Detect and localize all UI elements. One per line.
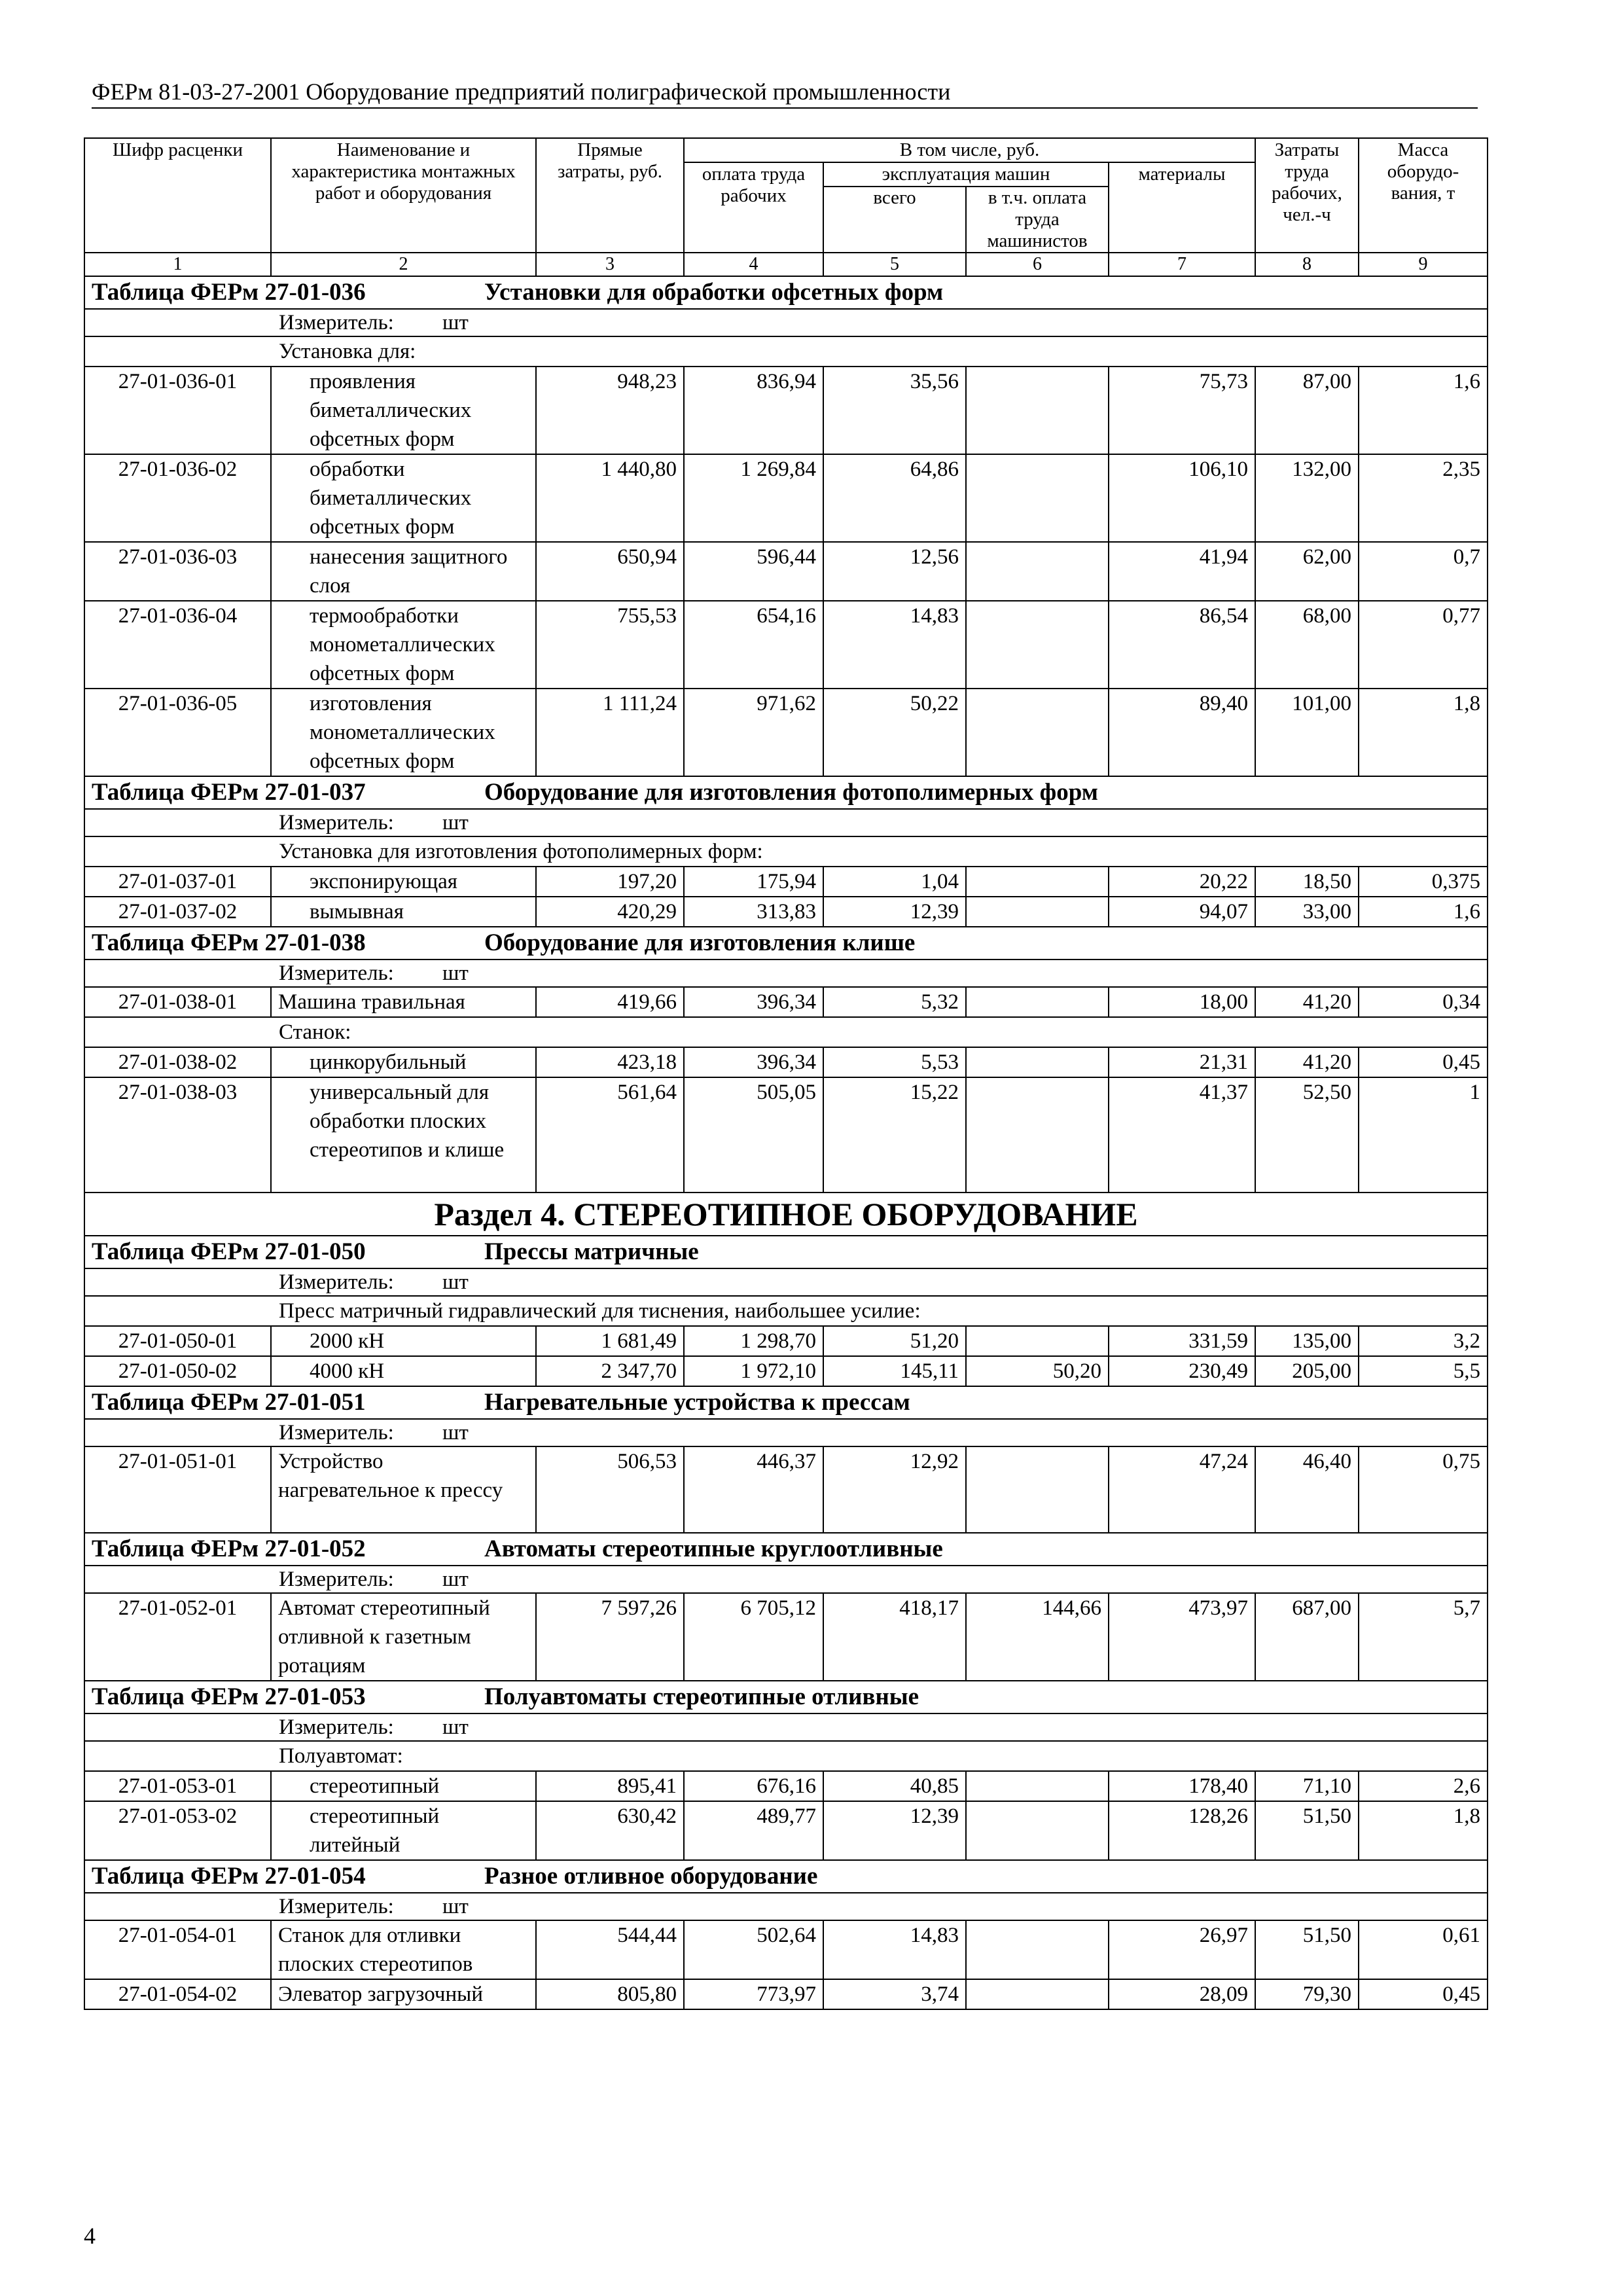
work-name: цинкорубильный [271,1047,536,1077]
labor-hours: 41,20 [1255,987,1359,1017]
rate-code: 27-01-053-01 [84,1771,271,1801]
materials-cost: 20,22 [1109,867,1255,897]
table-row [84,1077,1488,1193]
table-head [84,138,1488,276]
col-number: 8 [1255,253,1359,276]
direct-cost: 895,41 [536,1771,684,1801]
table-code: Таблица ФЕРм 27-01-036 [92,279,366,306]
rate-code: 27-01-037-02 [84,897,271,927]
equipment-mass: 0,45 [1359,1979,1488,2009]
machine-total: 40,85 [823,1771,966,1801]
table-title: Автоматы стереотипные круглоотливные [484,1535,943,1562]
machinist-pay [966,987,1109,1017]
direct-cost: 755,53 [536,601,684,689]
direct-cost: 1 111,24 [536,689,684,776]
table-row [84,1047,1488,1077]
machinist-pay [966,1771,1109,1801]
col-labor-pay-header: оплата труда рабочих [684,162,823,253]
materials-cost: 331,59 [1109,1326,1255,1356]
table-row [84,1326,1488,1356]
machinist-pay [966,1326,1109,1356]
table-title: Полуавтоматы стереотипные отливные [484,1683,919,1710]
table-row [84,1979,1488,2009]
direct-cost: 506,53 [536,1446,684,1533]
table-code: Таблица ФЕРм 27-01-051 [92,1389,366,1416]
table-title-row [84,776,1488,809]
machine-total: 12,92 [823,1446,966,1533]
work-name: Устройство нагревательное к прессу [271,1446,536,1533]
materials-cost: 128,26 [1109,1801,1255,1860]
measure-label: Измеритель: [279,1715,394,1739]
table-code: Таблица ФЕРм 27-01-037 [92,779,366,806]
materials-cost: 18,00 [1109,987,1255,1017]
materials-cost: 94,07 [1109,897,1255,927]
page-header: ФЕРм 81-03-27-2001 Оборудование предприятий полиграфической промышленности [92,77,1478,109]
rate-code: 27-01-036-04 [84,601,271,689]
table-row [84,1801,1488,1860]
equipment-mass: 2,35 [1359,454,1488,542]
machine-total: 1,04 [823,867,966,897]
rates-table [84,137,1488,2010]
table-row [84,1593,1488,1681]
direct-cost: 805,80 [536,1979,684,2009]
rate-code: 27-01-052-01 [84,1593,271,1681]
table-row [84,987,1488,1017]
measure-row [84,1419,1488,1446]
machine-total: 12,39 [823,897,966,927]
machine-total: 145,11 [823,1356,966,1386]
table-row [84,454,1488,542]
section-title: Раздел 4. СТЕРЕОТИПНОЕ ОБОРУДОВАНИЕ [84,1193,1488,1236]
rate-code: 27-01-036-05 [84,689,271,776]
labor-pay: 396,34 [684,987,823,1017]
col-mass-header: Масса оборудо-вания, т [1359,138,1488,253]
rate-code: 27-01-037-01 [84,867,271,897]
labor-hours: 687,00 [1255,1593,1359,1681]
col-number: 1 [84,253,271,276]
labor-hours: 46,40 [1255,1446,1359,1533]
subheading-row [84,1017,1488,1047]
subheading-text: Установка для изготовления фотополимерных форм: [84,836,1488,867]
measure-unit: шт [442,1715,469,1739]
labor-hours: 18,50 [1255,867,1359,897]
measure-unit: шт [442,1895,469,1918]
rate-code: 27-01-054-02 [84,1979,271,2009]
materials-cost: 21,31 [1109,1047,1255,1077]
measure-unit: шт [442,311,469,334]
labor-pay: 971,62 [684,689,823,776]
measure-unit: шт [442,1421,469,1444]
direct-cost: 544,44 [536,1920,684,1979]
col-number: 4 [684,253,823,276]
col-number: 7 [1109,253,1255,276]
equipment-mass: 0,61 [1359,1920,1488,1979]
machine-total: 5,53 [823,1047,966,1077]
work-name: термообработки монометаллических офсетных форм [271,601,536,689]
measure-label: Измеритель: [279,1421,394,1444]
direct-cost: 419,66 [536,987,684,1017]
machine-total: 35,56 [823,367,966,454]
work-name: обработки биметаллических офсетных форм [271,454,536,542]
table-title: Оборудование для изготовления фотополимерных форм [484,779,1098,806]
subheading-text: Полуавтомат: [84,1741,1488,1771]
labor-hours: 132,00 [1255,454,1359,542]
measure-unit: шт [442,1270,469,1294]
measure-label: Измеритель: [279,311,394,334]
labor-pay: 676,16 [684,1771,823,1801]
measure-unit: шт [442,811,469,834]
materials-cost: 75,73 [1109,367,1255,454]
table-body [84,276,1488,2009]
machine-total: 12,39 [823,1801,966,1860]
materials-cost: 28,09 [1109,1979,1255,2009]
rate-code: 27-01-050-01 [84,1326,271,1356]
machine-total: 5,32 [823,987,966,1017]
col-machine-total-header: всего [823,187,966,253]
subheading-row [84,1741,1488,1771]
machinist-pay [966,601,1109,689]
direct-cost: 561,64 [536,1077,684,1193]
table-title-row [84,276,1488,309]
work-name: нанесения защитного слоя [271,542,536,601]
subheading-text: Пресс матричный гидравлический для тиснения, наибольшее усилие: [84,1296,1488,1326]
subheading-text: Установка для: [84,336,1488,367]
machinist-pay [966,454,1109,542]
work-name: экспонирующая [271,867,536,897]
table-title: Оборудование для изготовления клише [484,929,916,956]
table-row [84,1446,1488,1533]
labor-pay: 654,16 [684,601,823,689]
equipment-mass: 2,6 [1359,1771,1488,1801]
direct-cost: 423,18 [536,1047,684,1077]
table-row [84,601,1488,689]
machinist-pay [966,689,1109,776]
table-title-row [84,1681,1488,1713]
machinist-pay [966,1979,1109,2009]
col-machine-operation-header: эксплуатация машин [823,162,1109,187]
machine-total: 15,22 [823,1077,966,1193]
direct-cost: 2 347,70 [536,1356,684,1386]
measure-label: Измеритель: [279,961,394,985]
col-number: 2 [271,253,536,276]
machine-total: 14,83 [823,601,966,689]
labor-pay: 489,77 [684,1801,823,1860]
labor-pay: 1 298,70 [684,1326,823,1356]
machinist-pay [966,542,1109,601]
equipment-mass: 3,2 [1359,1326,1488,1356]
machine-total: 418,17 [823,1593,966,1681]
measure-unit: шт [442,961,469,985]
machinist-pay [966,1920,1109,1979]
col-number: 6 [966,253,1109,276]
equipment-mass: 0,75 [1359,1446,1488,1533]
labor-pay: 502,64 [684,1920,823,1979]
direct-cost: 948,23 [536,367,684,454]
labor-hours: 71,10 [1255,1771,1359,1801]
equipment-mass: 0,45 [1359,1047,1488,1077]
table-code: Таблица ФЕРм 27-01-054 [92,1863,366,1890]
measure-row [84,1893,1488,1920]
table-title-row [84,1386,1488,1419]
materials-cost: 41,94 [1109,542,1255,601]
machinist-pay [966,1047,1109,1077]
machine-total: 14,83 [823,1920,966,1979]
table-code: Таблица ФЕРм 27-01-053 [92,1683,366,1710]
subheading-text: Станок: [84,1017,1488,1047]
equipment-mass: 5,5 [1359,1356,1488,1386]
table-title: Прессы матричные [484,1238,699,1265]
machinist-pay [966,1801,1109,1860]
rate-code: 27-01-038-01 [84,987,271,1017]
materials-cost: 230,49 [1109,1356,1255,1386]
work-name: 2000 кН [271,1326,536,1356]
col-number: 9 [1359,253,1488,276]
labor-pay: 773,97 [684,1979,823,2009]
table-row [84,542,1488,601]
table-row [84,1356,1488,1386]
work-name: Автомат стереотипный отливной к газетным ротациям [271,1593,536,1681]
equipment-mass: 0,375 [1359,867,1488,897]
direct-cost: 420,29 [536,897,684,927]
rate-code: 27-01-036-03 [84,542,271,601]
table-row [84,689,1488,776]
equipment-mass: 1,6 [1359,367,1488,454]
table-row [84,367,1488,454]
direct-cost: 7 597,26 [536,1593,684,1681]
labor-pay: 596,44 [684,542,823,601]
work-name: стереотипный [271,1771,536,1801]
table-row [84,897,1488,927]
equipment-mass: 1,6 [1359,897,1488,927]
labor-hours: 52,50 [1255,1077,1359,1193]
direct-cost: 1 440,80 [536,454,684,542]
rate-code: 27-01-050-02 [84,1356,271,1386]
labor-pay: 1 269,84 [684,454,823,542]
labor-hours: 51,50 [1255,1920,1359,1979]
machinist-pay: 144,66 [966,1593,1109,1681]
table-title-row [84,1860,1488,1893]
table-title: Установки для обработки офсетных форм [484,279,944,306]
labor-hours: 87,00 [1255,367,1359,454]
table-row [84,1920,1488,1979]
labor-hours: 51,50 [1255,1801,1359,1860]
machinist-pay: 50,20 [966,1356,1109,1386]
work-name: 4000 кН [271,1356,536,1386]
work-name: изготовления монометаллических офсетных форм [271,689,536,776]
col-labor-cost-header: Затраты труда рабочих, чел.-ч [1255,138,1359,253]
work-name: Элеватор загрузочный [271,1979,536,2009]
labor-pay: 396,34 [684,1047,823,1077]
section-row [84,1193,1488,1236]
labor-pay: 505,05 [684,1077,823,1193]
table-row [84,867,1488,897]
subheading-row [84,836,1488,867]
work-name: стереотипный литейный [271,1801,536,1860]
measure-unit: шт [442,1568,469,1591]
page-number: 4 [84,2223,96,2249]
materials-cost: 106,10 [1109,454,1255,542]
measure-row [84,1566,1488,1593]
work-name: проявления биметаллических офсетных форм [271,367,536,454]
labor-hours: 205,00 [1255,1356,1359,1386]
direct-cost: 1 681,49 [536,1326,684,1356]
machinist-pay [966,867,1109,897]
equipment-mass: 5,7 [1359,1593,1488,1681]
measure-row [84,960,1488,987]
table-code: Таблица ФЕРм 27-01-038 [92,929,366,956]
machinist-pay [966,1446,1109,1533]
labor-hours: 101,00 [1255,689,1359,776]
col-name-header: Наименование и характеристика монтажных работ и оборудования [271,138,536,253]
work-name: универсальный для обработки плоских стереотипов и клише [271,1077,536,1193]
materials-cost: 178,40 [1109,1771,1255,1801]
rate-code: 27-01-054-01 [84,1920,271,1979]
labor-hours: 62,00 [1255,542,1359,601]
labor-pay: 313,83 [684,897,823,927]
direct-cost: 197,20 [536,867,684,897]
rate-code: 27-01-036-02 [84,454,271,542]
machine-total: 12,56 [823,542,966,601]
measure-row [84,309,1488,336]
materials-cost: 26,97 [1109,1920,1255,1979]
equipment-mass: 0,7 [1359,542,1488,601]
labor-hours: 135,00 [1255,1326,1359,1356]
materials-cost: 89,40 [1109,689,1255,776]
measure-label: Измеритель: [279,1895,394,1918]
table-title-row [84,1533,1488,1566]
measure-label: Измеритель: [279,1270,394,1294]
labor-pay: 1 972,10 [684,1356,823,1386]
labor-pay: 6 705,12 [684,1593,823,1681]
direct-cost: 650,94 [536,542,684,601]
labor-hours: 68,00 [1255,601,1359,689]
rate-code: 27-01-038-03 [84,1077,271,1193]
table-title-row [84,927,1488,960]
col-number: 5 [823,253,966,276]
table-row [84,1771,1488,1801]
col-code-header: Шифр расценки [84,138,271,253]
table-title-row [84,1236,1488,1268]
rate-code: 27-01-053-02 [84,1801,271,1860]
machinist-pay [966,1077,1109,1193]
table-title: Разное отливное оборудование [484,1863,818,1890]
work-name: Станок для отливки плоских стереотипов [271,1920,536,1979]
equipment-mass: 0,77 [1359,601,1488,689]
table-title: Нагревательные устройства к прессам [484,1389,910,1416]
labor-pay: 446,37 [684,1446,823,1533]
rate-code: 27-01-036-01 [84,367,271,454]
measure-label: Измеритель: [279,811,394,834]
machinist-pay [966,367,1109,454]
table-code: Таблица ФЕРм 27-01-050 [92,1238,366,1265]
col-materials-header: материалы [1109,162,1255,253]
rate-code: 27-01-038-02 [84,1047,271,1077]
subheading-row [84,336,1488,367]
machine-total: 3,74 [823,1979,966,2009]
measure-row [84,809,1488,836]
labor-pay: 175,94 [684,867,823,897]
labor-hours: 79,30 [1255,1979,1359,2009]
subheading-row [84,1296,1488,1326]
machinist-pay [966,897,1109,927]
direct-cost: 630,42 [536,1801,684,1860]
equipment-mass: 1,8 [1359,689,1488,776]
work-name: вымывная [271,897,536,927]
col-number: 3 [536,253,684,276]
materials-cost: 41,37 [1109,1077,1255,1193]
materials-cost: 47,24 [1109,1446,1255,1533]
machine-total: 50,22 [823,689,966,776]
labor-hours: 33,00 [1255,897,1359,927]
materials-cost: 473,97 [1109,1593,1255,1681]
labor-pay: 836,94 [684,367,823,454]
measure-row [84,1268,1488,1296]
work-name: Машина травильная [271,987,536,1017]
materials-cost: 86,54 [1109,601,1255,689]
col-including-header: В том числе, руб. [684,138,1255,162]
equipment-mass: 1,8 [1359,1801,1488,1860]
rate-code: 27-01-051-01 [84,1446,271,1533]
col-direct-header: Прямые затраты, руб. [536,138,684,253]
equipment-mass: 1 [1359,1077,1488,1193]
machine-total: 51,20 [823,1326,966,1356]
col-machinist-pay-header: в т.ч. оплата труда машинистов [966,187,1109,253]
measure-row [84,1713,1488,1741]
labor-hours: 41,20 [1255,1047,1359,1077]
measure-label: Измеритель: [279,1568,394,1591]
table-code: Таблица ФЕРм 27-01-052 [92,1535,366,1562]
equipment-mass: 0,34 [1359,987,1488,1017]
machine-total: 64,86 [823,454,966,542]
